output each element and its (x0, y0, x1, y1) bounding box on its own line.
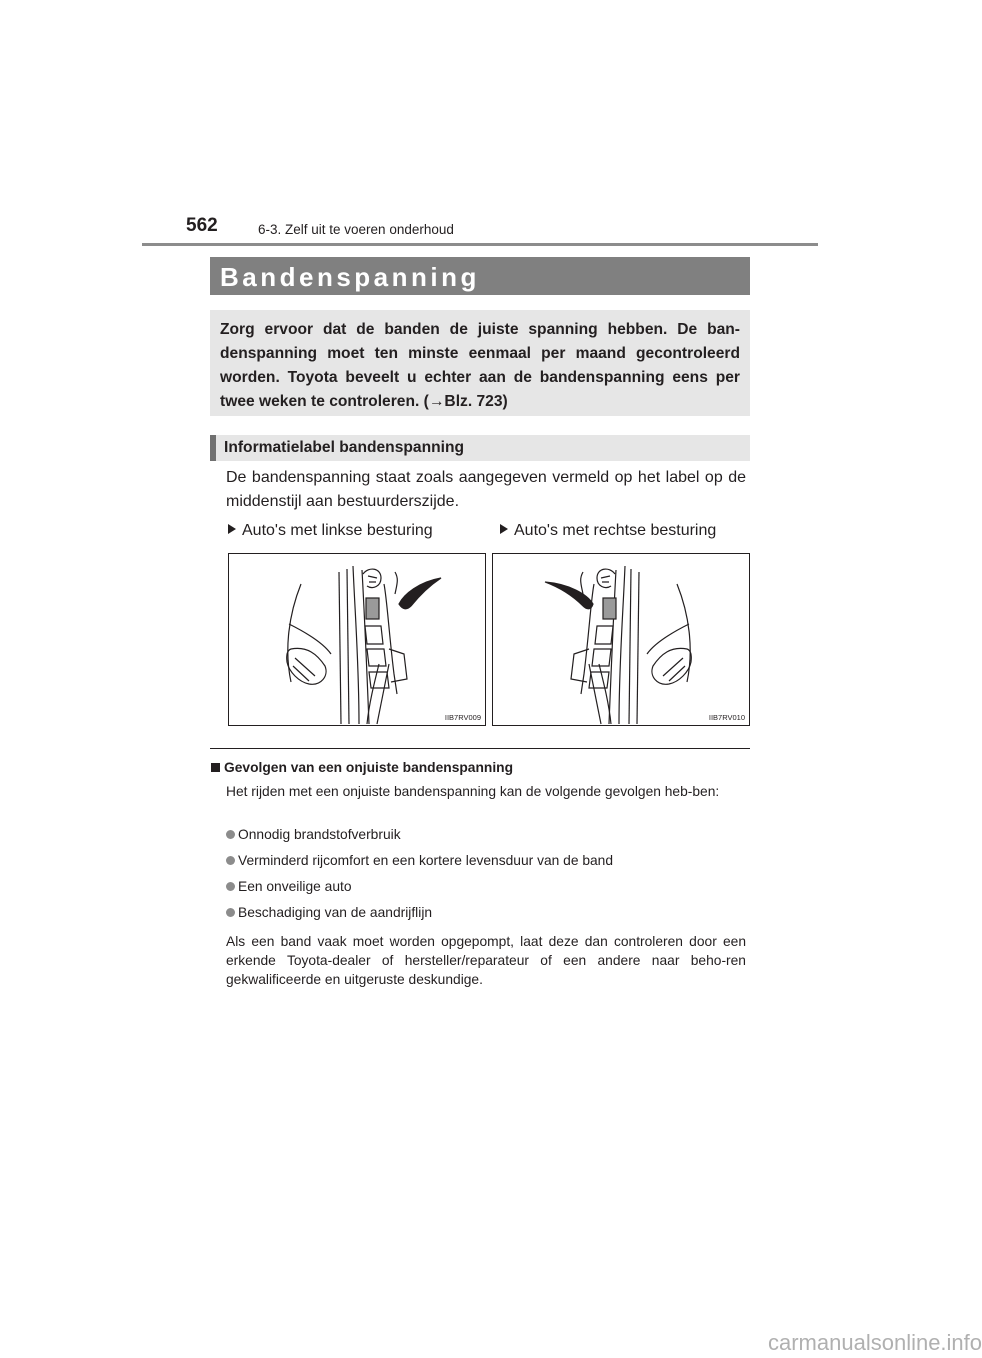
section-divider (210, 748, 750, 749)
section-reference: 6-3. Zelf uit te voeren onderhoud (258, 222, 454, 237)
notes-closing: Als een band vaak moet worden opgepompt, laat deze dan controleren door een erkende Toyota-dealer of hersteller/reparateur of een andere naar beho-ren gekwalificeerde en uitgeruste deskundige. (226, 934, 746, 987)
bullet-dot-icon (226, 908, 235, 917)
notes-heading (211, 760, 513, 775)
variant-left (228, 522, 433, 540)
b-pillar-label-illustration (493, 554, 749, 725)
subsection-header (210, 435, 750, 461)
variant-left-label: Auto's met linkse besturing (242, 522, 433, 539)
bullet-item (226, 853, 613, 868)
subsection-accent-bar (210, 435, 216, 461)
bullet-text: Een onveilige auto (238, 879, 352, 894)
bullet-text: Beschadiging van de aandrijflijn (238, 905, 433, 920)
bullet-dot-icon (226, 830, 235, 839)
page-number: 562 (186, 215, 218, 236)
page-title: Bandenspanning (220, 262, 480, 292)
intro-text: Zorg ervoor dat de banden de juiste spanning hebben. De ban-denspanning moet ten minste eenmaal per maand gecontroleerd worden. Toyota beveelt u echter aan de bandenspanning eens per twee weken te controleren. (→Blz. 723) (220, 321, 740, 410)
b-pillar-label-illustration (229, 554, 485, 725)
triangle-bullet-icon (500, 524, 508, 534)
bullet-dot-icon (226, 882, 235, 891)
figure-code: IIB7RV009 (444, 713, 481, 722)
subsection-body: De bandenspanning staat zoals aangegeven vermeld op het label op de middenstijl aan bestuurderszijde. (226, 469, 746, 510)
header-rule (142, 243, 818, 246)
figure-left-hand-drive (228, 553, 486, 726)
variant-right (500, 522, 716, 540)
notes-heading-text: Gevolgen van een onjuiste bandenspanning (224, 760, 514, 775)
subsection-heading: Informatielabel bandenspanning (224, 439, 464, 456)
square-bullet-icon (211, 763, 220, 772)
intro-box (210, 310, 750, 416)
notes-intro: Het rijden met een onjuiste bandenspanning kan de volgende gevolgen heb-ben: (226, 784, 720, 799)
bullet-text: Onnodig brandstofverbruik (238, 827, 401, 842)
bullet-text: Verminderd rijcomfort en een kortere levensduur van de band (238, 853, 614, 868)
triangle-bullet-icon (228, 524, 236, 534)
variant-right-label: Auto's met rechtse besturing (514, 522, 717, 539)
title-bar (210, 257, 750, 295)
figure-right-hand-drive (492, 553, 750, 726)
bullet-item (226, 905, 432, 920)
watermark: carmanualsonline.info (768, 1330, 982, 1355)
bullet-item (226, 879, 352, 894)
figure-code: IIB7RV010 (708, 713, 745, 722)
bullet-item (226, 827, 401, 842)
bullet-dot-icon (226, 856, 235, 865)
